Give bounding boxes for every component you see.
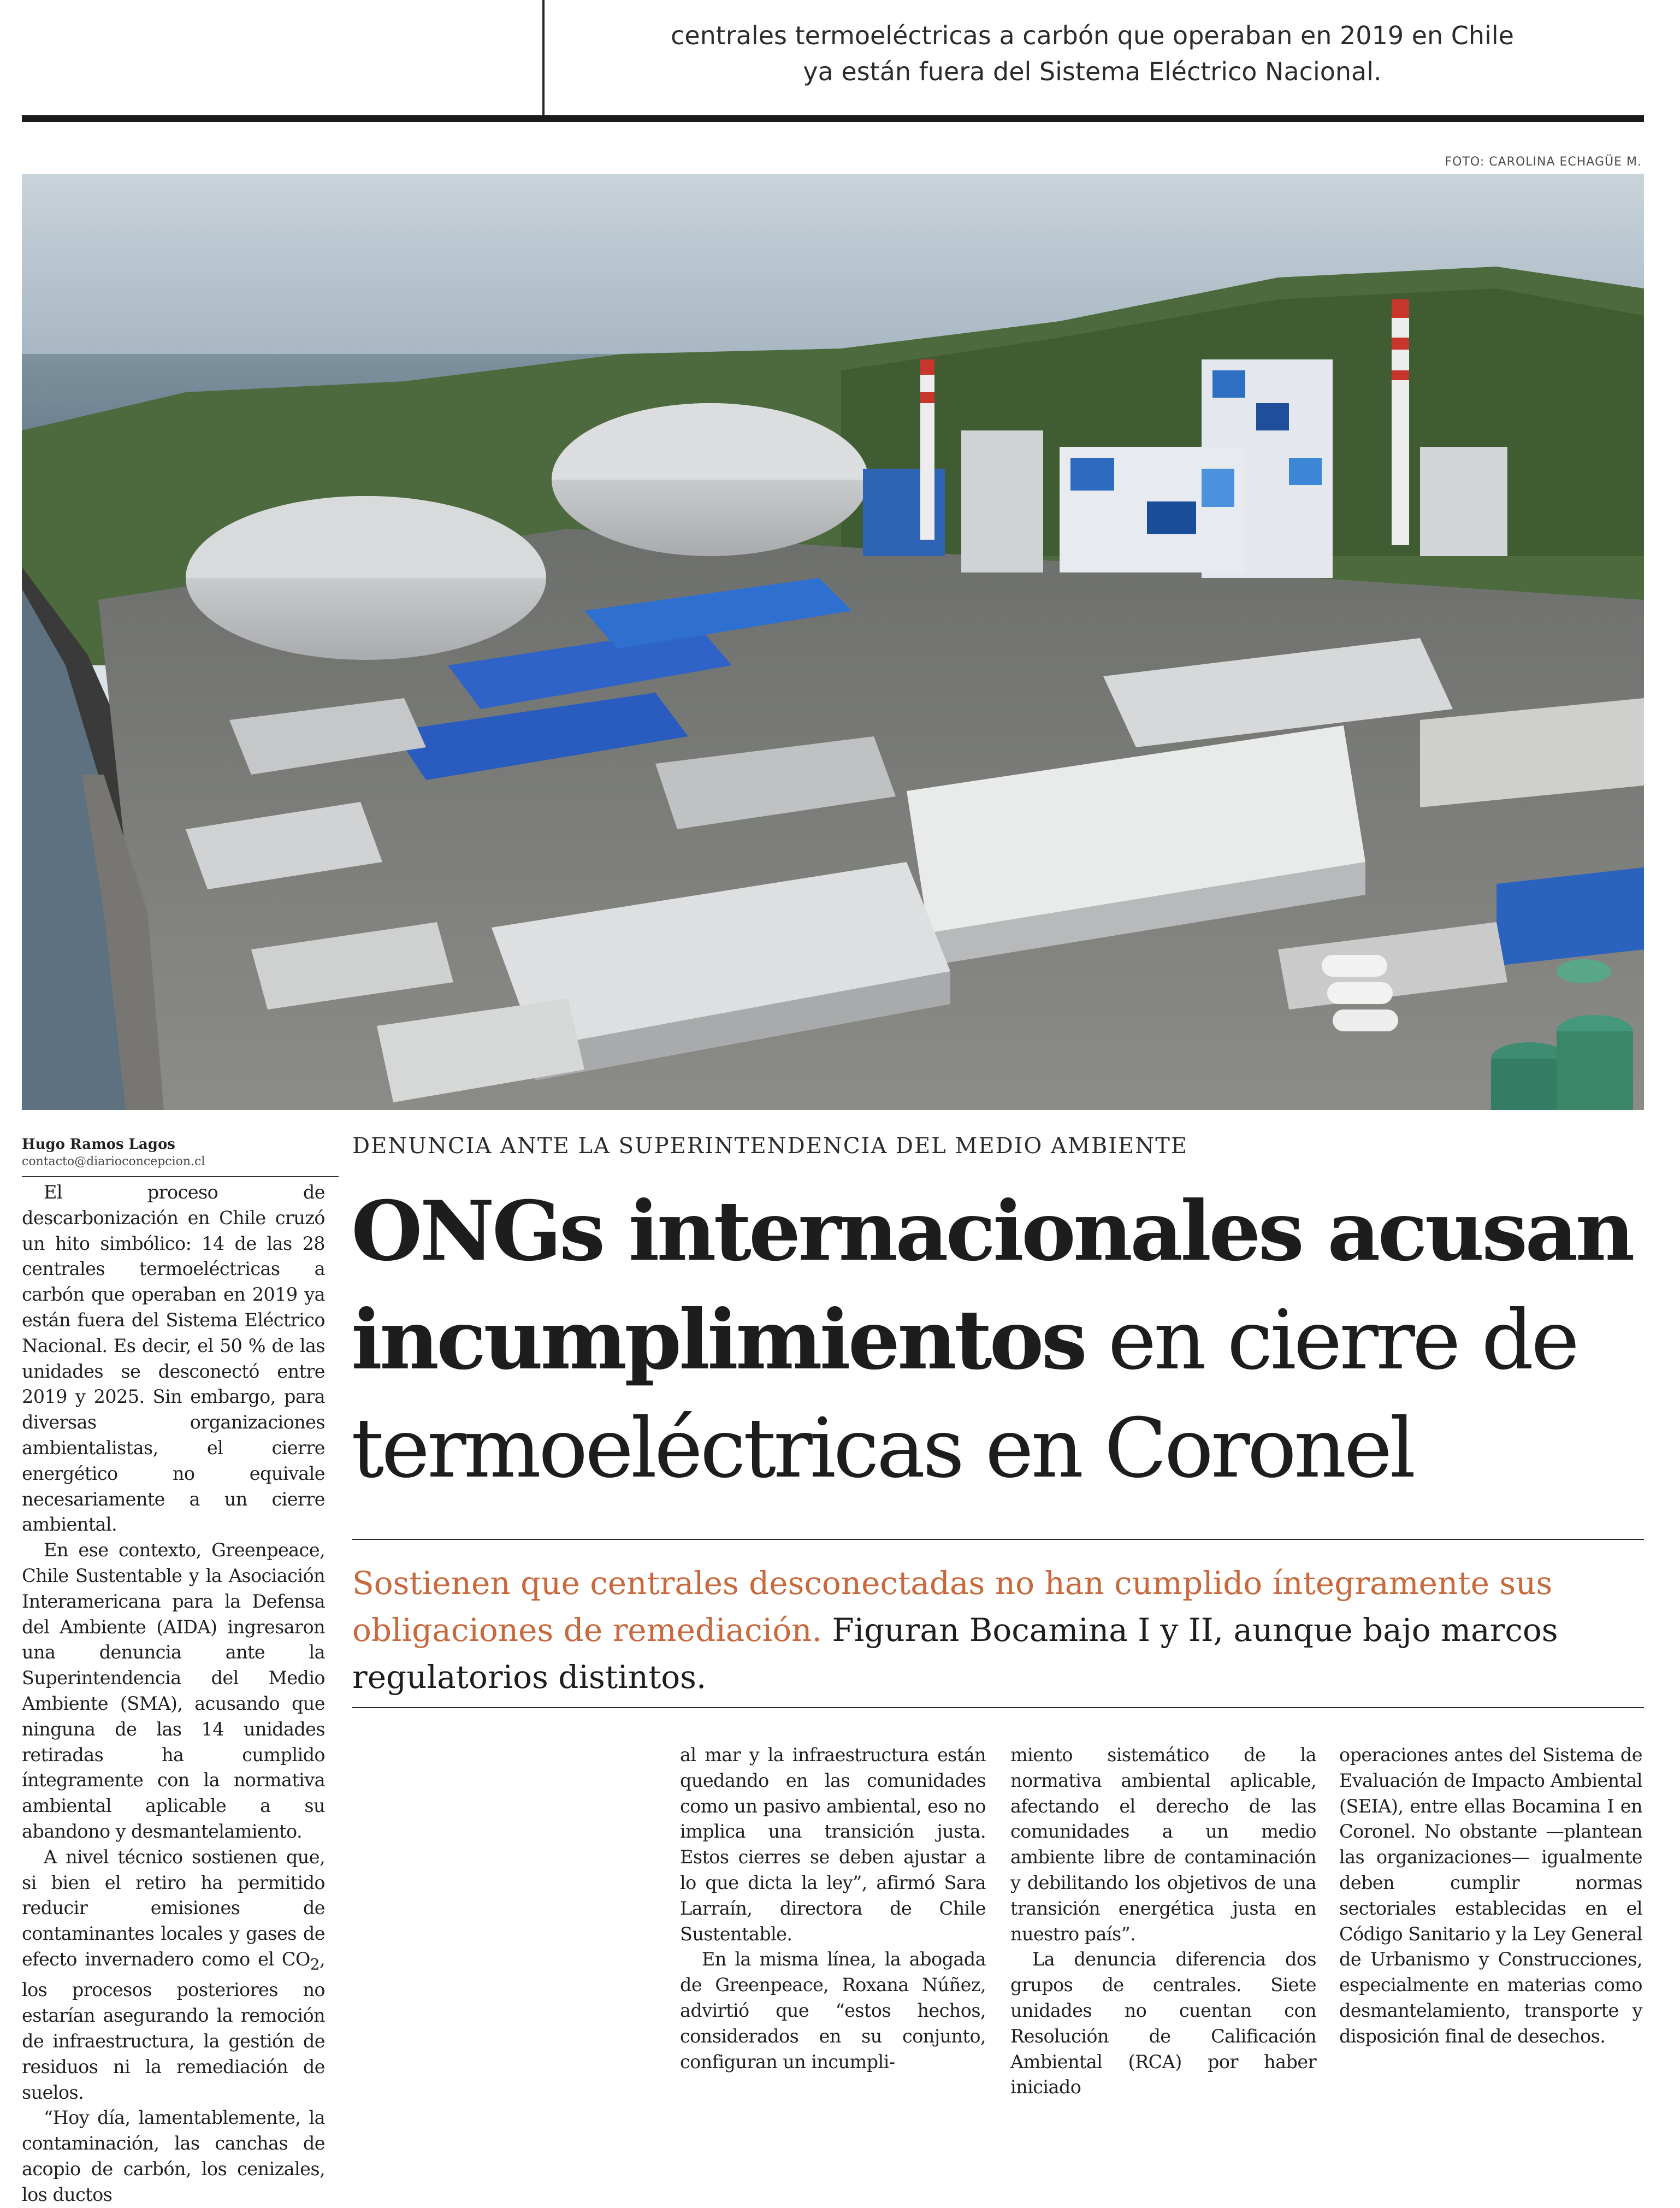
col1-paragraph-3-a: A nivel técnico sostienen que, si bien el retiro ha permitido reducir emisiones de contaminantes locales y gases de efecto invernadero como el CO xyxy=(22,1846,325,1970)
subhead xyxy=(352,1560,1625,1701)
photo-credit: FOTO: CAROLINA ECHAGÜE M. xyxy=(1445,155,1642,169)
subhead-rule xyxy=(352,1707,1644,1708)
headline-bold-line-2: incumplimientos xyxy=(351,1292,1085,1388)
col1-paragraph-1: El proceso de descarbonización en Chile cruzó un hito simbólico: 14 de las 28 centrales termoeléctricas a carbón que operaban en 2019 ya están fuera del Sistema Eléctrico Nacional. Es decir, el 50 % de las unidades se desconectó entre 2019 y 2025. Sin embargo, para diversas organizaciones ambientalistas, el cierre energético no equivale necesariamente a un cierre ambiental. xyxy=(22,1182,325,1536)
byline-author: Hugo Ramos Lagos xyxy=(22,1136,175,1153)
col1-paragraph-4: “Hoy día, lamentablemente, la contaminación, las canchas de acopio de carbón, los cenizales, los ductos xyxy=(22,2107,325,2205)
col3-paragraph-2: La denuncia diferencia dos grupos de centrales. Siete unidades no cuentan con Resolución de Calificación Ambiental (RCA) por haber iniciado xyxy=(1010,1949,1316,2098)
col4-paragraph-1: operaciones antes del Sistema de Evaluación de Impacto Ambiental (SEIA), entre ellas Bocamina I en Coronel. No obstante —plantean las organizaciones— igualmente deben cumplir normas sectoriales establecidas en el Código Sanitario y la Ley General de Urbanismo y Construcciones, especialmente en materias como desmantelamiento, transporte y disposición final de desechos. xyxy=(1339,1744,1642,2047)
aerial-photo xyxy=(22,174,1644,1110)
headline-regular-line-2: en cierre de xyxy=(1084,1293,1577,1388)
co2-subscript: 2 xyxy=(310,1955,320,1974)
headline-regular-line-3: termoeléctricas en Coronel xyxy=(351,1401,1413,1496)
top-rule xyxy=(22,115,1644,122)
byline-rule xyxy=(22,1176,339,1177)
kicker: DENUNCIA ANTE LA SUPERINTENDENCIA DEL MEDIO AMBIENTE xyxy=(352,1133,1188,1159)
col1-paragraph-2: En ese contexto, Greenpeace, Chile Sustentable y la Asociación Interamericana para la Defensa del Ambiente (AIDA) ingresaron una denuncia ante la Superintendencia del Medio Ambiente (SMA), acusando que ninguna de las 14 unidades retiradas ha cumplido íntegramente con la normativa ambiental aplicable a su abandono y desmantelamiento. xyxy=(22,1539,325,1842)
body-column-2 xyxy=(680,1743,986,2075)
pull-quote xyxy=(579,17,1606,90)
subhead-accent: Sostienen que centrales desconectadas no han cumplido íntegramente sus obligaciones de remediación. xyxy=(352,1565,1553,1649)
headline xyxy=(351,1177,1651,1503)
col3-paragraph-1: miento sistemático de la normativa ambiental aplicable, afectando el derecho de las comunidades a un medio ambiente libre de contaminación y debilitando los objetivos de una transición energética justa en nuestro país”. xyxy=(1010,1744,1316,1945)
col1-paragraph-3-b: , los procesos posteriores no estarían asegurando la remoción de infraestructura, la gestión de residuos ni la remediación de suelos. xyxy=(22,1948,325,2103)
subhead-rest: Figuran Bocamina I y II, aunque bajo marcos regulatorios distintos. xyxy=(352,1611,1558,1696)
headline-bold-line-1: ONGs internacionales acusan xyxy=(351,1183,1632,1279)
body-column-4 xyxy=(1339,1743,1642,2050)
headline-rule xyxy=(352,1539,1644,1540)
col2-paragraph-2: En la misma línea, la abogada de Greenpeace, Roxana Núñez, advirtió que “estos hechos, considerados en su conjunto, configuran un incumpli- xyxy=(680,1949,986,2073)
top-box-divider xyxy=(542,0,545,116)
tanker-cylinders xyxy=(1322,955,1398,1031)
chimney-left xyxy=(920,359,934,540)
col2-paragraph-1: al mar y la infraestructura están quedando en las comunidades como un pasivo ambiental, eso no implica una transición justa. Estos cierres se deben ajustar a lo que dicta la ley”, afirmó Sara Larraín, directora de Chile Sustentable. xyxy=(680,1744,986,1945)
body-column-3 xyxy=(1010,1743,1316,2100)
byline-email: contacto@diarioconcepcion.cl xyxy=(22,1155,205,1168)
body-column-1 xyxy=(22,1180,325,2208)
pull-quote-line-2: ya están fuera del Sistema Eléctrico Nacional. xyxy=(803,57,1382,86)
pull-quote-line-1: centrales termoeléctricas a carbón que operaban en 2019 en Chile xyxy=(671,21,1514,50)
col1-paragraph-3 xyxy=(22,1845,325,2106)
chimney-right xyxy=(1392,299,1409,545)
